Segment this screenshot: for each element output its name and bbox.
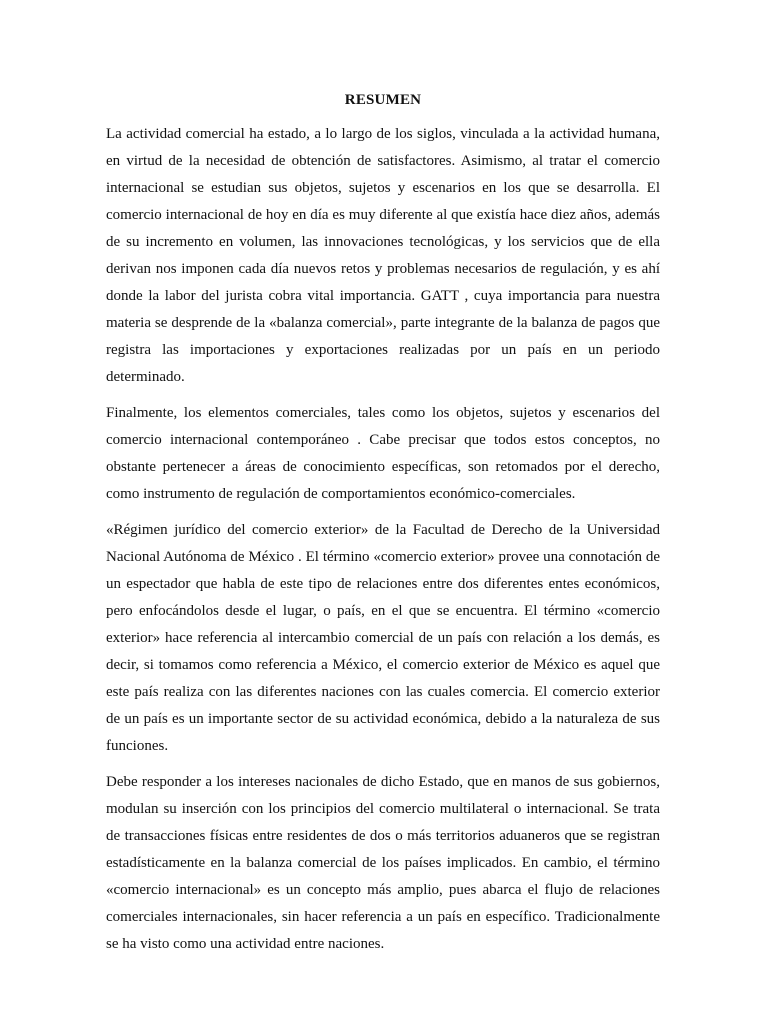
document-page: [106, 90, 660, 967]
paragraph-1: La actividad comercial ha estado, a lo largo de los siglos, vinculada a la actividad humana, en virtud de la necesidad de obtención de satisfactores. Asimismo, al tratar el comercio internacional se estudian sus objetos, sujetos y escenarios en los que se desarrolla. El comercio internacional de hoy en día es muy diferente al que existía hace diez años, además de su incremento en volumen, las innovaciones tecnológicas, y los servicios que de ella derivan nos imponen cada día nuevos retos y problemas necesarios de regulación, y es ahí donde la labor del jurista cobra vital importancia. GATT , cuya importancia para nuestra materia se desprende de la «balanza comercial», parte integrante de la balanza de pagos que registra las importaciones y exportaciones realizadas por un país en un periodo determinado.: [106, 126, 660, 385]
paragraph-4: Debe responder a los intereses nacionales de dicho Estado, que en manos de sus gobiernos, modulan su inserción con los principios del comercio multilateral o internacional. Se trata de transacciones físicas entre residentes de dos o más territorios aduaneros que se registran estadísticamente en la balanza comercial de los países implicados. En cambio, el término «comercio internacional» es un concepto más amplio, pues abarca el flujo de relaciones comerciales internacionales, sin hacer referencia a un país en específico. Tradicionalmente se ha visto como una actividad entre naciones.: [106, 774, 660, 952]
paragraph-3: «Régimen jurídico del comercio exterior» de la Facultad de Derecho de la Universidad Nacional Autónoma de México . El término «comercio exterior» provee una connotación de un espectador que habla de este tipo de relaciones entre dos diferentes entes económicos, pero enfocándolos desde el lugar, o país, en el que se encuentra. El término «comercio exterior» hace referencia al intercambio comercial de un país con relación a los demás, es decir, si tomamos como referencia a México, el comercio exterior de México es aquel que este país realiza con las diferentes naciones con las cuales comercia. El comercio exterior de un país es un importante sector de su actividad económica, debido a la naturaleza de sus funciones.: [106, 522, 660, 754]
document-title: RESUMEN: [344, 92, 422, 108]
paragraph-2: Finalmente, los elementos comerciales, tales como los objetos, sujetos y escenarios del comercio internacional contemporáneo . Cabe precisar que todos estos conceptos, no obstante pertenecer a áreas de conocimiento específicas, son retomados por el derecho, como instrumento de regulación de comportamientos económico-comerciales.: [106, 405, 660, 502]
